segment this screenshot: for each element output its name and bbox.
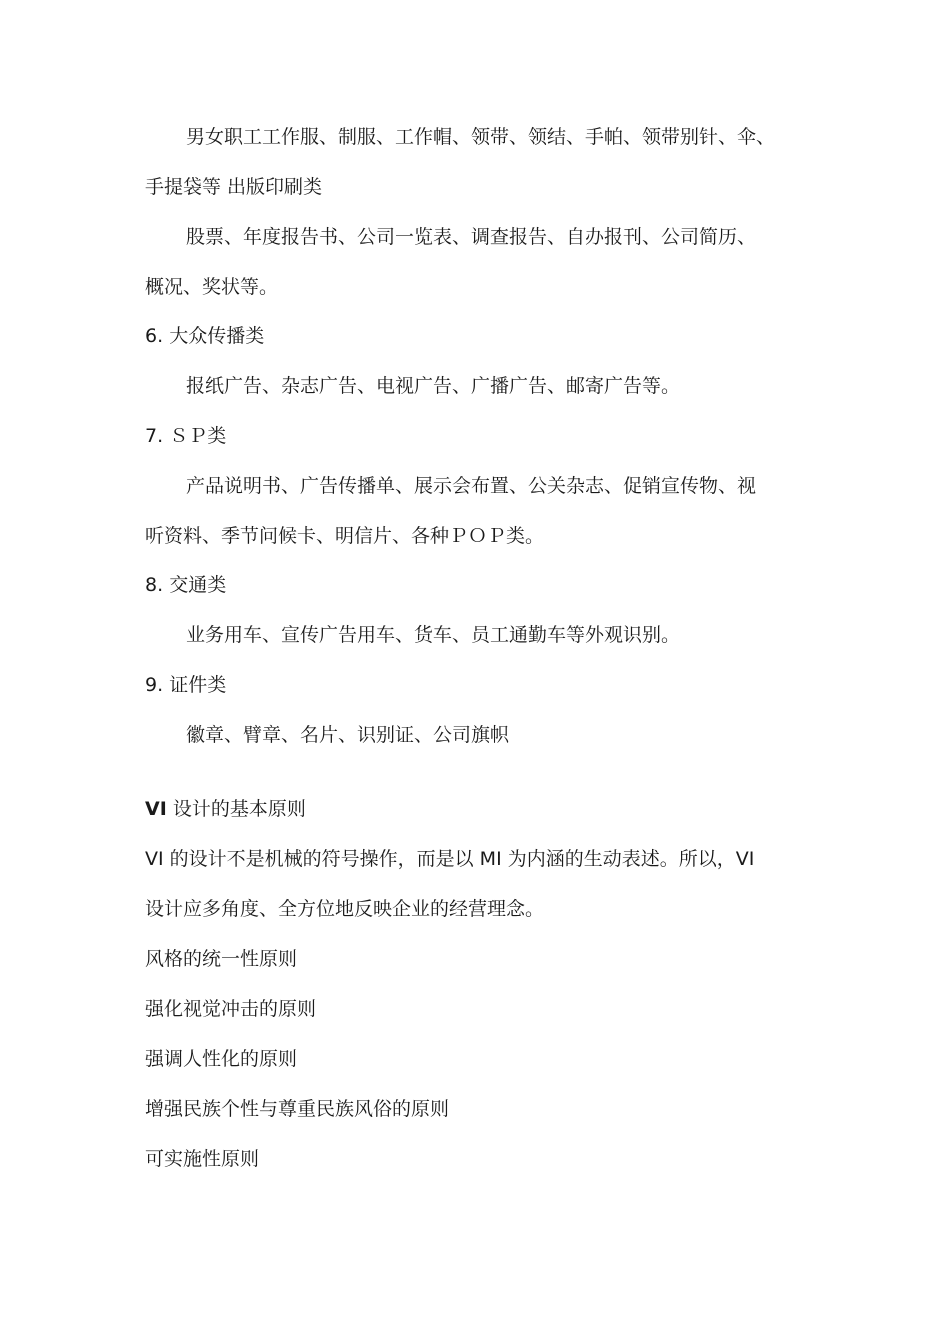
principle-item: 可实施性原则 — [145, 1148, 260, 1170]
heading-text: 证件类 — [169, 674, 227, 696]
title-text: 设计的基本原则 — [172, 798, 306, 820]
heading-mass-media — [145, 323, 825, 349]
heading-sp — [145, 423, 825, 449]
principle-item: 增强民族个性与尊重民族风俗的原则 — [145, 1098, 450, 1120]
paragraph-sp-line-1: 产品说明书、广告传播单、展示会布置、公关杂志、促销宣传物、视 — [186, 475, 757, 497]
paragraph-print-line-1: 股票、年度报告书、公司一览表、调查报告、自办报刊、公司简历、 — [186, 226, 757, 248]
paragraph-mass-media: 报纸广告、杂志广告、电视广告、广播广告、邮寄广告等。 — [186, 375, 681, 397]
paragraph-sp-line-2: 听资料、季节问候卡、明信片、各种ＰＯＰ类。 — [145, 525, 545, 547]
heading-text: 大众传播类 — [169, 325, 265, 347]
heading-number: 6. — [145, 325, 164, 347]
paragraph-transport: 业务用车、宣传广告用车、货车、员工通勤车等外观识别。 — [186, 624, 681, 646]
paragraph-apparel-line-1: 男女职工工作服、制服、工作帽、领带、领结、手帕、领带别针、伞、 — [186, 126, 776, 148]
paragraph-apparel-line-2: 手提袋等 出版印刷类 — [145, 176, 323, 198]
heading-number: 7. — [145, 425, 164, 447]
vi-description-line-2: 设计应多角度、全方位地反映企业的经营理念。 — [145, 898, 545, 920]
heading-transport — [145, 572, 825, 598]
heading-text: ＳＰ类 — [169, 425, 227, 447]
principle-item: 风格的统一性原则 — [145, 948, 298, 970]
title-abbr: VI — [145, 798, 167, 820]
principle-item: 强化视觉冲击的原则 — [145, 998, 317, 1020]
heading-text: 交通类 — [169, 574, 227, 596]
paragraph-print-line-2: 概况、奖状等。 — [145, 276, 279, 298]
vi-description-line-1: VI 的设计不是机械的符号操作，而是以 MI 为内涵的生动表述。所以，VI — [145, 848, 755, 870]
heading-number: 8. — [145, 574, 164, 596]
principle-item: 强调人性化的原则 — [145, 1048, 298, 1070]
heading-certificates — [145, 672, 825, 698]
heading-number: 9. — [145, 674, 164, 696]
section-title-vi-principles — [145, 796, 825, 822]
paragraph-certificates: 徽章、臂章、名片、识别证、公司旗帜 — [186, 724, 510, 746]
